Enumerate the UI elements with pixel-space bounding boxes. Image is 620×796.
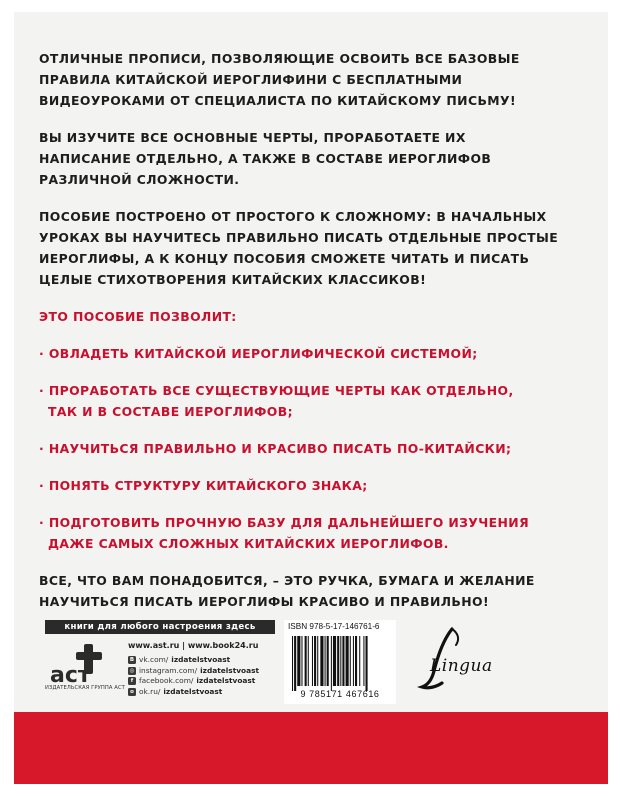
slogan-banner: книги для любого настроения здесь: [45, 620, 275, 634]
paragraph-line: ВЫ ИЗУЧИТЕ ВСЕ ОСНОВНЫЕ ЧЕРТЫ, ПРОРАБОТАЕТЕ ИХ: [39, 130, 466, 145]
social-prefix: instagram.com/: [139, 665, 198, 675]
barcode: [292, 636, 390, 691]
barcode-bar: [331, 636, 332, 691]
barcode-bar: [355, 636, 357, 686]
paragraph-2: [39, 127, 594, 190]
ok-icon: о: [128, 688, 136, 696]
barcode-bar: [308, 636, 309, 686]
social-handle: izdatelstvoast: [163, 686, 223, 696]
barcode-bar: [363, 636, 364, 686]
social-prefix: facebook.com/: [139, 676, 194, 686]
barcode-bar: [359, 636, 360, 686]
paragraph-line: УРОКАХ ВЫ НАУЧИТЕСЬ ПРАВИЛЬНО ПИСАТЬ ОТДЕЛЬНЫЕ ПРОСТЫЕ: [39, 230, 559, 245]
barcode-bar: [346, 636, 349, 686]
barcode-number: 9 785171 467616: [300, 689, 380, 699]
barcode-bar: [314, 636, 316, 686]
social-handle: izdatelstvoast: [196, 676, 256, 686]
paragraph-line: ВСЕ, ЧТО ВАМ ПОНАДОБИТСЯ, – ЭТО РУЧКА, БУМАГА И ЖЕЛАНИЕ: [39, 573, 535, 588]
barcode-bar: [340, 636, 341, 686]
social-links: [128, 655, 259, 697]
barcode-bar: [327, 636, 329, 686]
list-item: · НАУЧИТЬСЯ ПРАВИЛЬНО И КРАСИВО ПИСАТЬ ПО-КИТАЙСКИ;: [39, 441, 512, 456]
barcode-bar: [342, 636, 344, 686]
social-link-facebook[interactable]: [128, 676, 259, 687]
paragraph-1: [39, 48, 594, 111]
paragraph-line: ВИДЕОУРОКАМИ ОТ СПЕЦИАЛИСТА ПО КИТАЙСКОМУ ПИСЬМУ!: [39, 93, 517, 108]
paragraph-line: НАПИСАНИЕ ОТДЕЛЬНО, А ТАКЖЕ В СОСТАВЕ ИЕРОГЛИФОВ: [39, 151, 492, 166]
barcode-bar: [292, 636, 293, 691]
publisher-label: ИЗДАТЕЛЬСКАЯ ГРУППА АСТ: [45, 685, 125, 691]
book-back-cover: [14, 12, 608, 784]
social-prefix: vk.com/: [139, 655, 169, 664]
list-item: · ОВЛАДЕТЬ КИТАЙСКОЙ ИЕРОГЛИФИЧЕСКОЙ СИСТЕМОЙ;: [39, 346, 478, 361]
list-item-continuation: ДАЖЕ САМЫХ СЛОЖНЫХ КИТАЙСКИХ ИЕРОГЛИФОВ.: [48, 536, 449, 551]
paragraph-line: ОТЛИЧНЫЕ ПРОПИСИ, ПОЗВОЛЯЮЩИЕ ОСВОИТЬ ВСЕ БАЗОВЫЕ: [39, 51, 520, 66]
paragraph-line: РАЗЛИЧНОЙ СЛОЖНОСТИ.: [39, 172, 240, 187]
barcode-bar: [325, 636, 326, 686]
instagram-icon: ◎: [129, 667, 135, 674]
list-item: · ПРОРАБОТАТЬ ВСЕ СУЩЕСТВУЮЩИЕ ЧЕРТЫ КАК ОТДЕЛЬНО,: [39, 383, 514, 398]
isbn-number: ISBN 978-5-17-146761-6: [288, 622, 380, 631]
websites[interactable]: www.ast.ru | www.book24.ru: [128, 641, 259, 650]
closing-paragraph: [39, 570, 594, 612]
social-handle: izdatelstvoast: [171, 655, 231, 664]
paragraph-line: НАУЧИТЬСЯ ПИСАТЬ ИЕРОГЛИФЫ КРАСИВО И ПРАВИЛЬНО!: [39, 594, 489, 609]
facebook-icon: f: [128, 677, 136, 685]
list-item: · ПОДГОТОВИТЬ ПРОЧНУЮ БАЗУ ДЛЯ ДАЛЬНЕЙШЕГО ИЗУЧЕНИЯ: [39, 515, 530, 530]
barcode-bar: [333, 636, 336, 686]
lingua-logo-text: Lingua: [430, 656, 493, 676]
barcode-bar: [337, 636, 339, 686]
isbn-barcode-box: [284, 620, 396, 704]
barcode-bar: [353, 636, 354, 686]
paragraph-line: ЦЕЛЫЕ СТИХОТВОРЕНИЯ КИТАЙСКИХ КЛАССИКОВ!: [39, 272, 427, 287]
ast-logo-text: аст: [50, 663, 91, 688]
barcode-bar: [317, 636, 318, 686]
barcode-bar: [312, 636, 313, 686]
paragraph-line: ПРАВИЛА КИТАЙСКОЙ ИЕРОГЛИФИНИ С БЕСПЛАТНЫМИ: [39, 72, 463, 87]
list-title: ЭТО ПОСОБИЕ ПОЗВОЛИТ:: [39, 309, 237, 324]
barcode-bar: [297, 636, 300, 686]
social-handle: izdatelstvoast: [200, 665, 260, 675]
list-item: · ПОНЯТЬ СТРУКТУРУ КИТАЙСКОГО ЗНАКА;: [39, 478, 368, 493]
social-link-instagram[interactable]: [128, 666, 259, 677]
paragraph-line: ИЕРОГЛИФЫ, А К КОНЦУ ПОСОБИЯ СМОЖЕТЕ ЧИТАТЬ И ПИСАТЬ: [39, 251, 530, 266]
social-prefix: ok.ru/: [139, 686, 161, 696]
cover-text: [39, 48, 594, 612]
social-link-vk[interactable]: [128, 655, 259, 666]
benefits-list: [39, 306, 594, 554]
vk-icon: В: [129, 657, 135, 664]
barcode-bar: [305, 636, 307, 686]
bottom-red-band: [14, 712, 608, 784]
barcode-bar: [294, 636, 296, 691]
social-link-ok[interactable]: [128, 687, 259, 698]
paragraph-3: [39, 206, 594, 290]
list-item-continuation: ТАК И В СОСТАВЕ ИЕРОГЛИФОВ;: [48, 404, 293, 419]
paragraph-line: ПОСОБИЕ ПОСТРОЕНО ОТ ПРОСТОГО К СЛОЖНОМУ: В НАЧАЛЬНЫХ: [39, 209, 547, 224]
barcode-bar: [320, 636, 323, 686]
barcode-bar: [350, 636, 351, 686]
barcode-bar: [366, 636, 368, 691]
barcode-bar: [301, 636, 302, 686]
